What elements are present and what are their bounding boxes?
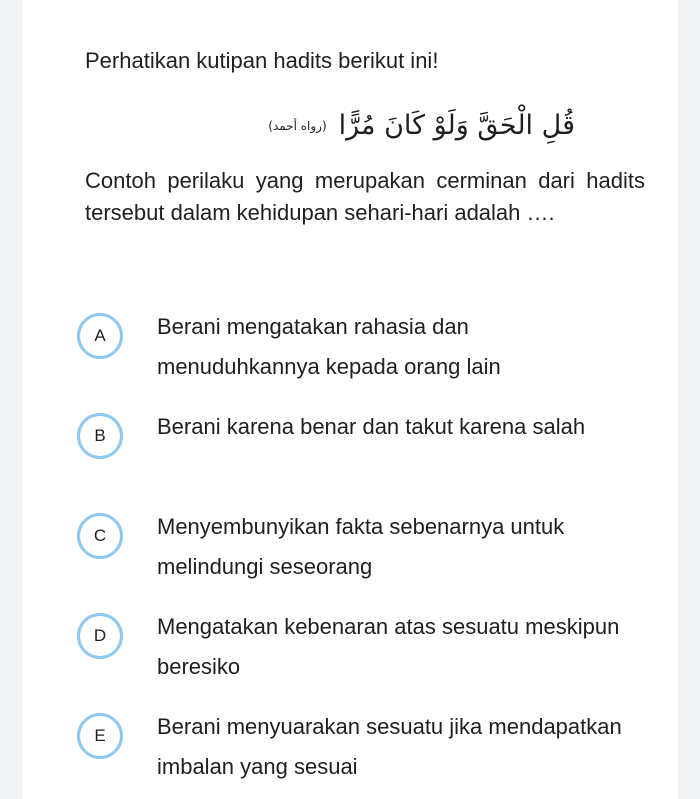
- option-c-letter[interactable]: C: [77, 513, 123, 559]
- option-e[interactable]: [77, 713, 647, 795]
- option-d-letter[interactable]: D: [77, 613, 123, 659]
- question-body: Contoh perilaku yang merupakan cerminan dari hadits tersebut dalam kehidupan sehari-hari adalah ….: [85, 168, 645, 225]
- option-b[interactable]: [77, 413, 647, 495]
- option-c[interactable]: [77, 513, 647, 595]
- hadith-source: (رواه أحمد): [268, 119, 327, 133]
- option-b-letter[interactable]: B: [77, 413, 123, 459]
- option-b-text[interactable]: Berani karena benar dan takut karena salah: [157, 414, 586, 439]
- option-d-text[interactable]: Mengatakan kebenaran atas sesuatu meskipun beresiko: [157, 614, 620, 679]
- hadith-quote: [85, 100, 575, 152]
- option-e-letter[interactable]: E: [77, 713, 123, 759]
- option-d[interactable]: [77, 613, 647, 695]
- question-intro: Perhatikan kutipan hadits berikut ini!: [85, 48, 439, 73]
- option-e-text[interactable]: Berani menyuarakan sesuatu jika mendapatkan imbalan yang sesuai: [157, 714, 622, 779]
- hadith-arabic-text: قُلِ الْحَقَّ وَلَوْ كَانَ مُرًّا: [338, 110, 575, 141]
- option-a[interactable]: [77, 313, 647, 395]
- question-card: [22, 0, 678, 799]
- option-a-letter[interactable]: A: [77, 313, 123, 359]
- option-a-text[interactable]: Berani mengatakan rahasia dan menuduhkannya kepada orang lain: [157, 314, 501, 379]
- option-c-text[interactable]: Menyembunyikan fakta sebenarnya untuk melindungi seseorang: [157, 514, 565, 579]
